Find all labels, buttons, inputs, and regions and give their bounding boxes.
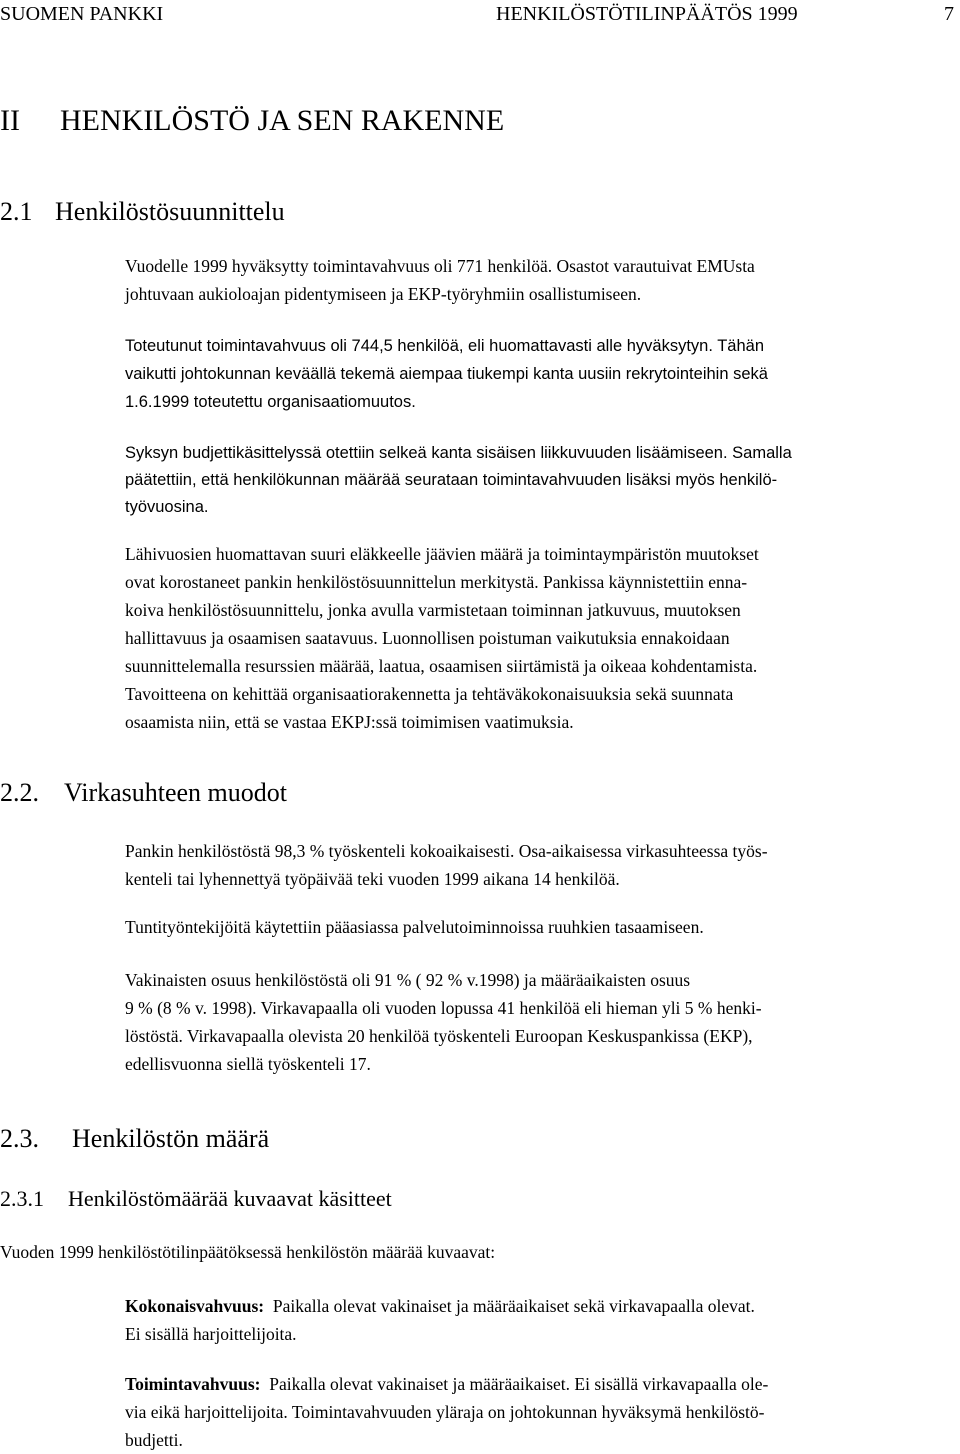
section-2-3-1-intro: Vuoden 1999 henkilöstötilinpäätöksessä henkilöstön määrää kuvaavat: (0, 1242, 496, 1262)
section-2-1-title: Henkilöstösuunnittelu (55, 197, 285, 226)
section-2-3-1-title: Henkilöstömäärää kuvaavat käsitteet (68, 1186, 392, 1211)
paragraph-2-2-c: Vakinaisten osuus henkilöstöstä oli 91 % ( 92 % v.1998) ja määräaikaisten osuus 9 % (8 % v. 1998). Virkavapaalla oli vuoden lopussa 41 henkilöä eli hieman yli 5 % henki- löstöstä. Virkavapaalla olevista 20 henkilöä työskenteli Euroopan Keskuspankissa (EKP), edellisvuonna siellä työskenteli 17. (125, 970, 762, 1074)
header-report-title: HENKILÖSTÖTILINPÄÄTÖS 1999 (496, 3, 798, 25)
header-page-number: 7 (944, 3, 954, 25)
section-2-1-number: 2.1 (0, 197, 33, 226)
section-2-2-title: Virkasuhteen muodot (64, 778, 288, 807)
header-bank-name: SUOMEN PANKKI (0, 3, 164, 25)
definition-toimintavahvuus: Toimintavahvuus: Paikalla olevat vakinaiset ja määräaikaiset. Ei sisällä virkavapaalla ole- via eikä harjoittelijoita. Toimintavahvuuden yläraja on johtokunnan hyväksymä henkilöstö- budjetti. (125, 1374, 769, 1450)
paragraph-2-1-c: Syksyn budjettikäsittelyssä otettiin selkeä kanta sisäisen liikkuvuuden lisäämiseen. Samalla päätettiin, että henkilökunnan määrää seurataan toimintavahvuuden lisäksi myös henkilö- työvuosina. (125, 444, 792, 516)
section-2-3-number: 2.3. (0, 1124, 39, 1153)
chapter-title: HENKILÖSTÖ JA SEN RAKENNE (60, 104, 505, 137)
definition-term: Toimintavahvuus: (125, 1374, 261, 1394)
paragraph-2-2-a: Pankin henkilöstöstä 98,3 % työskenteli kokoaikaisesti. Osa-aikaisessa virkasuhteessa työs- kenteli tai lyhennettyä työpäivää teki vuoden 1999 aikana 14 henkilöä. (125, 841, 768, 889)
paragraph-2-2-b: Tuntityöntekijöitä käytettiin pääasiassa palvelutoiminnoissa ruuhkien tasaamiseen. (125, 917, 704, 937)
chapter-number: II (0, 104, 20, 137)
section-2-2-number: 2.2. (0, 778, 39, 807)
definition-term: Kokonaisvahvuus: (125, 1296, 265, 1316)
paragraph-2-1-d: Lähivuosien huomattavan suuri eläkkeelle jäävien määrä ja toimintaympäristön muutokset ovat korostaneet pankin henkilöstösuunnittelun merkitystä. Pankissa käynnistettiin enna- koiva henkilöstösuunnittelu, jonka avulla varmistetaan toiminnan jatkuvuus, muutoksen hallittavuus ja osaamisen saatavuus. Luonnollisen poistuman vaikutuksia ennakoidaan suunnittelemalla resurssien määrää, laatua, osaamisen siirtämistä ja oikeaa kohdentamista. Tavoitteena on kehittää organisaatiorakennetta ja tehtäväkokonaisuuksia sekä suunnata osaamista niin, että se vastaa EKPJ:ssä toimimisen vaatimuksia. (125, 544, 759, 732)
definition-kokonaisvahvuus: Kokonaisvahvuus: Paikalla olevat vakinaiset ja määräaikaiset sekä virkavapaalla olevat. Ei sisällä harjoittelijoita. (125, 1296, 755, 1344)
paragraph-2-1-b: Toteutunut toimintavahvuus oli 744,5 henkilöä, eli huomattavasti alle hyväksytyn. Tähän vaikutti johtokunnan keväällä tekemä aiempaa tiukempi kanta uusiin rekrytointeihin sekä 1.6.1999 toteutettu organisaatiomuutos. (125, 337, 768, 411)
section-2-3-title: Henkilöstön määrä (72, 1124, 270, 1153)
paragraph-2-1-a: Vuodelle 1999 hyväksytty toimintavahvuus oli 771 henkilöä. Osastot varautuivat EMUsta johtuvaan aukioloajan pidentymiseen ja EKP-työryhmiin osallistumiseen. (125, 256, 755, 304)
section-2-3-1-number: 2.3.1 (0, 1186, 44, 1211)
